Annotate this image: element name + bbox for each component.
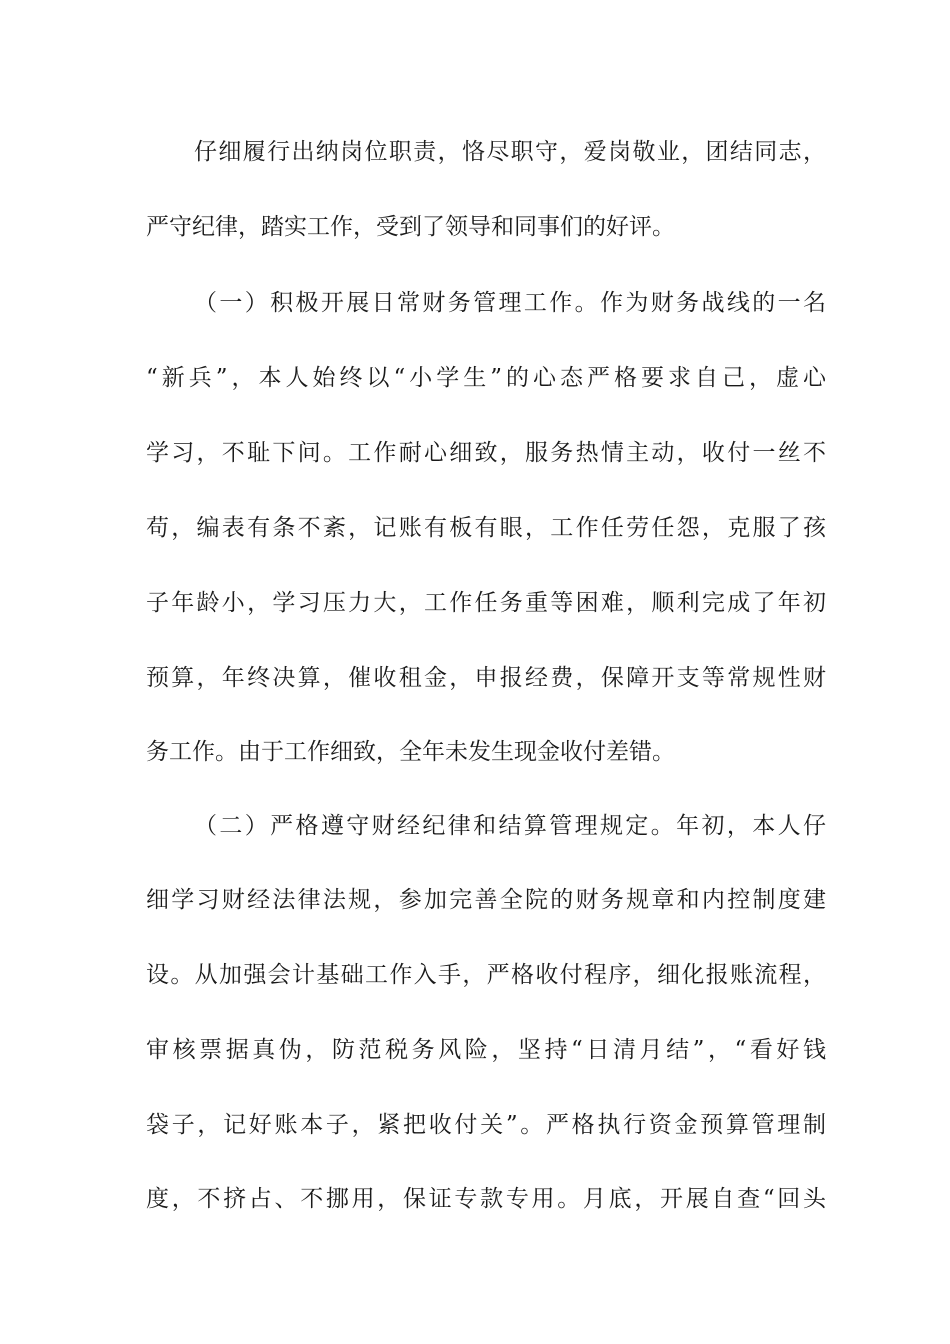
paragraph-line: 严守纪律，踏实工作，受到了领导和同事们的好评。 [146,214,675,240]
paragraph-line: 预算，年终决算，催收租金，申报经费，保障开支等常规性财 [146,665,826,691]
paragraph-line: 度，不挤占、不挪用，保证专款专用。月底，开展自查“回头 [146,1186,826,1212]
paragraph-line: 务工作。由于工作细致，全年未发生现金收付差错。 [146,739,675,765]
section-heading-line: （二）严格遵守财经纪律和结算管理规定。年初，本人仔 [194,813,826,839]
paragraph-line: 子年龄小，学习压力大，工作任务重等困难，顺利完成了年初 [146,590,826,616]
section-heading-line: （一）积极开展日常财务管理工作。作为财务战线的一名 [194,290,826,316]
paragraph-line: 仔细履行出纳岗位职责，恪尽职守，爱岗敬业，团结同志， [194,139,826,165]
paragraph-line: “新兵”，本人始终以“小学生”的心态严格要求自己，虚心 [146,365,826,391]
paragraph-line: 学习，不耻下问。工作耐心细致，服务热情主动，收付一丝不 [146,440,826,466]
paragraph-line: 苟，编表有条不紊，记账有板有眼，工作任劳任怨，克服了孩 [146,515,826,541]
paragraph-line: 设。从加强会计基础工作入手，严格收付程序，细化报账流程， [146,962,826,988]
paragraph-line: 袋子，记好账本子，紧把收付关”。严格执行资金预算管理制 [146,1112,826,1138]
paragraph-line: 审核票据真伪，防范税务风险，坚持“日清月结”，“看好钱 [146,1037,826,1063]
paragraph-line: 细学习财经法律法规，参加完善全院的财务规章和内控制度建 [146,887,826,913]
